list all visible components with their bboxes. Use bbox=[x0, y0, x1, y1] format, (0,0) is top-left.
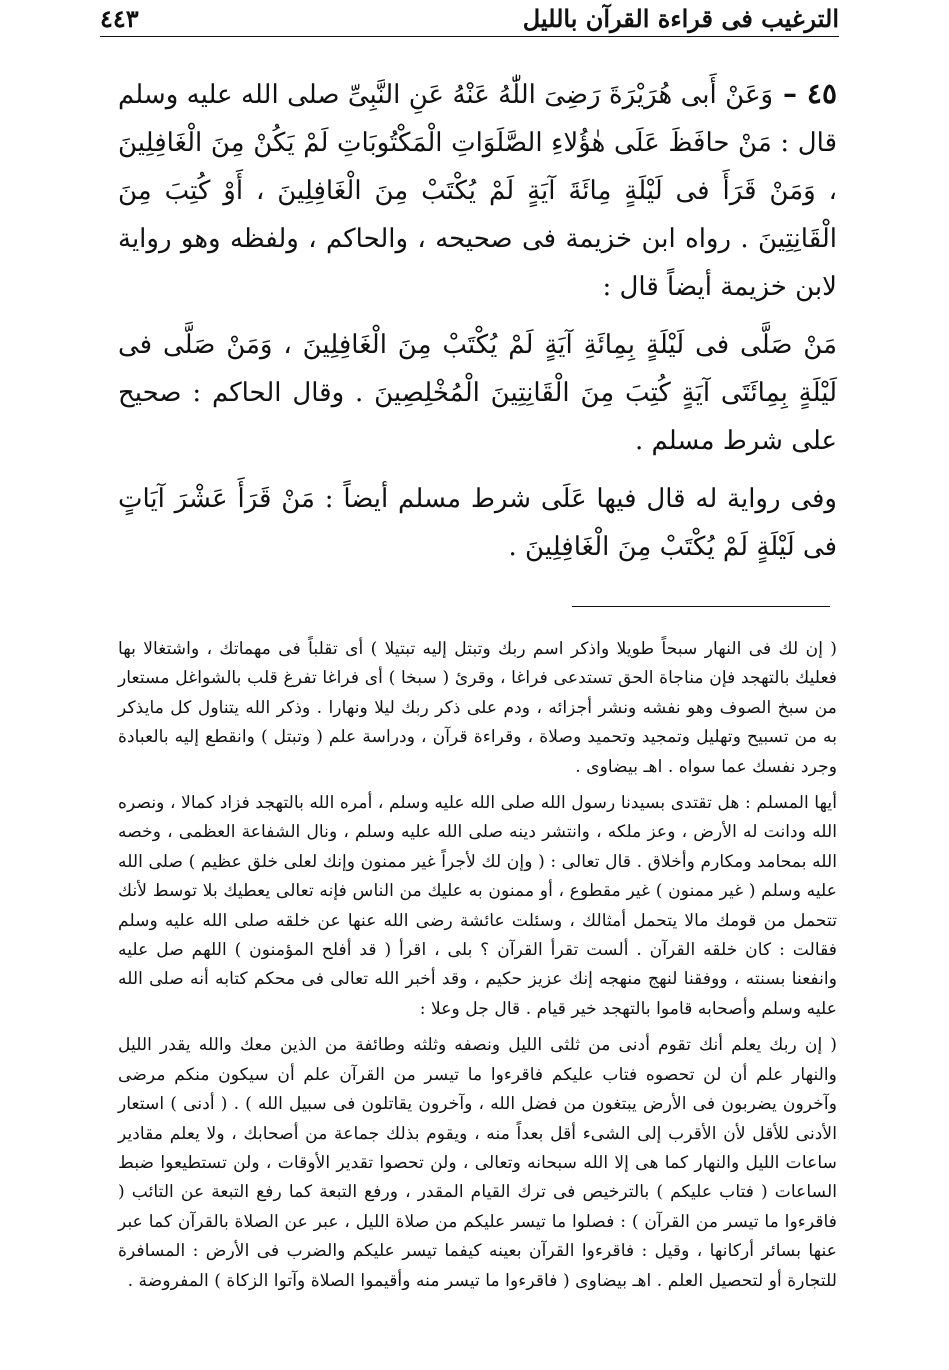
footnotes bbox=[118, 635, 837, 1303]
page-number: ٤٤٣ bbox=[100, 3, 139, 33]
main-text bbox=[118, 70, 837, 581]
footnote-paragraph: ( إن لك فى النهار سبحاً طويلا واذكر اسم ربك وتبتل إليه تبتيلا ) أى تقلباً فى مهماتك ، واشتغالا بها فعليك بالتهجد فإن مناجاة الحق تستدعى فراغا ، وقرئ ( سبخا ) أى فراغا تفرغ قلب بالشواغل مستعار من سبخ الصوف وهو نفشه ونشر أجزائه ، ودم على ذكر ربك ليلا ونهارا . وذكر الله يتناول كل مايذكر به من تسبيح وتهليل وتمجيد وتحميد وصلاة ، وقراءة قرآن ، ودراسة علم ( وتبتل ) وانقطع إليه بالعبادة وجرد نفسك عما سواه . اهـ بيضاوى . bbox=[118, 639, 837, 777]
footnote-divider bbox=[572, 606, 830, 607]
hadith-text: وَعَنْ أَبى هُرَيْرَةَ رَضِىَ اللّٰهُ عَنْهُ عَنِ النَّبِىِّ صلى الله عليه وسلم قال : مَنْ حافَظَ عَلَى هٰؤُلاءِ الصَّلَوَاتِ الْمَكْتُوبَاتِ لَمْ يَكُنْ مِنَ الْغَافِلِينَ ، وَمَنْ قَرَأَ فى لَيْلَةٍ مِائَةَ آيَةٍ لَمْ يُكْتَبْ مِنَ الْغَافِلِينَ ، أَوْ كُتِبَ مِنَ الْقَانِتِينَ . رواه ابن خزيمة فى صحيحه ، والحاكم ، ولفظه وهو رواية لابن خزيمة أيضاً قال : bbox=[118, 80, 837, 302]
footnote-paragraph: أيها المسلم : هل تقتدى بسيدنا رسول الله صلى الله عليه وسلم ، أمره الله بالتهجد فزاد كمالا ، ونصره الله ودانت له الأرض ، وعز ملكه ، وانتشر دينه صلى الله عليه وسلم ، ونال الشفاعة العظمى ، وخصه الله بمحامد ومكارم وأخلاق . قال تعالى : ( وإن لك لأجراً غير ممنون وإنك لعلى خلق عظيم ) صلى الله عليه وسلم ( غير ممنون ) غير مقطوع ، أو ممنون به عليك من الناس فإنه تعالى يعطيك بلا توسط لأنك تتحمل من قومك مالا يتحمل أمثالك ، وسئلت عائشة رضى الله عنها عن خلقه صلى الله عليه وسلم فقالت : كان خلقه القرآن . ألست تقرأ القرآن ؟ بلى ، اقرأ ( قد أفلح المؤمنون ) اللهم صل عليه وانفعنا بسنته ، ووفقنا لنهج منهجه إنك عزيز حكيم ، وقد أخبر الله تعالى فى محكم كتابه أنه صلى الله عليه وسلم وأصحابه قاموا بالتهجد خير قيام . قال جل وعلا : bbox=[118, 793, 837, 1019]
hadith-paragraph: مَنْ صَلَّى فى لَيْلَةٍ بِمِائَةِ آيَةٍ لَمْ يُكْتَبْ مِنَ الْغَافِلِينَ ، وَمَنْ صَلَّى فى لَيْلَةٍ بِمِائَتَى آيَةٍ كُتِبَ مِنَ الْقَانِتِينَ الْمُخْلِصِينَ . وقال الحاكم : صحيح على شرط مسلم . bbox=[118, 330, 837, 456]
hadith-paragraph: وفى رواية له قال فيها عَلَى شرط مسلم أيضاً : مَنْ قَرَأَ عَشْرَ آيَاتٍ فى لَيْلَةٍ لَمْ يُكْتَبْ مِنَ الْغَافِلِينَ . bbox=[118, 484, 837, 562]
hadith-paragraph bbox=[118, 70, 837, 311]
footnote-paragraph: ( إن ربك يعلم أنك تقوم أدنى من ثلثى الليل ونصفه وثلثه وطائفة من الذين معك والله يقدر الليل والنهار علم أن لن تحصوه فتاب عليكم فاقرءوا ما تيسر من القرآن علم أن سيكون منكم مرضى وآخرون يضربون فى الأرض يبتغون من فضل الله ، وآخرون يقاتلون فى سبيل الله ) . ( أدنى ) استعار الأدنى للأقل لأن الأقرب إلى الشىء أقل بعداً منه ، ويقوم بذلك جماعة من أصحابك ، ولا يعلم مقادير ساعات الليل والنهار كما هى إلا الله سبحانه وتعالى ، ولن تحصوا تقدير الأوقات ، ولن تستطيعوا ضبط الساعات ( فتاب عليكم ) بالترخيص فى ترك القيام المقدر ، ورفع التبعة كما رفع التبعة عن التائب ( فاقرءوا ما تيسر من القرآن ) : فصلوا ما تيسر عليكم من صلاة الليل ، عبر عن الصلاة بالقرآن كما عبر عنها بسائر أركانها ، وقيل : فاقرءوا القرآن بعينه كيفما تيسر عليكم والضرب فى الأرض : المسافرة للتجارة أو لتحصيل العلم . اهـ بيضاوى ( فاقرءوا ما تيسر منه وأقيموا الصلاة وآتوا الزكاة ) المفروضة . bbox=[118, 1035, 837, 1291]
running-head bbox=[100, 0, 839, 37]
hadith-number: ٤٥ – bbox=[783, 77, 837, 110]
page-title: الترغيب فى قراءة القرآن بالليل bbox=[522, 3, 839, 33]
